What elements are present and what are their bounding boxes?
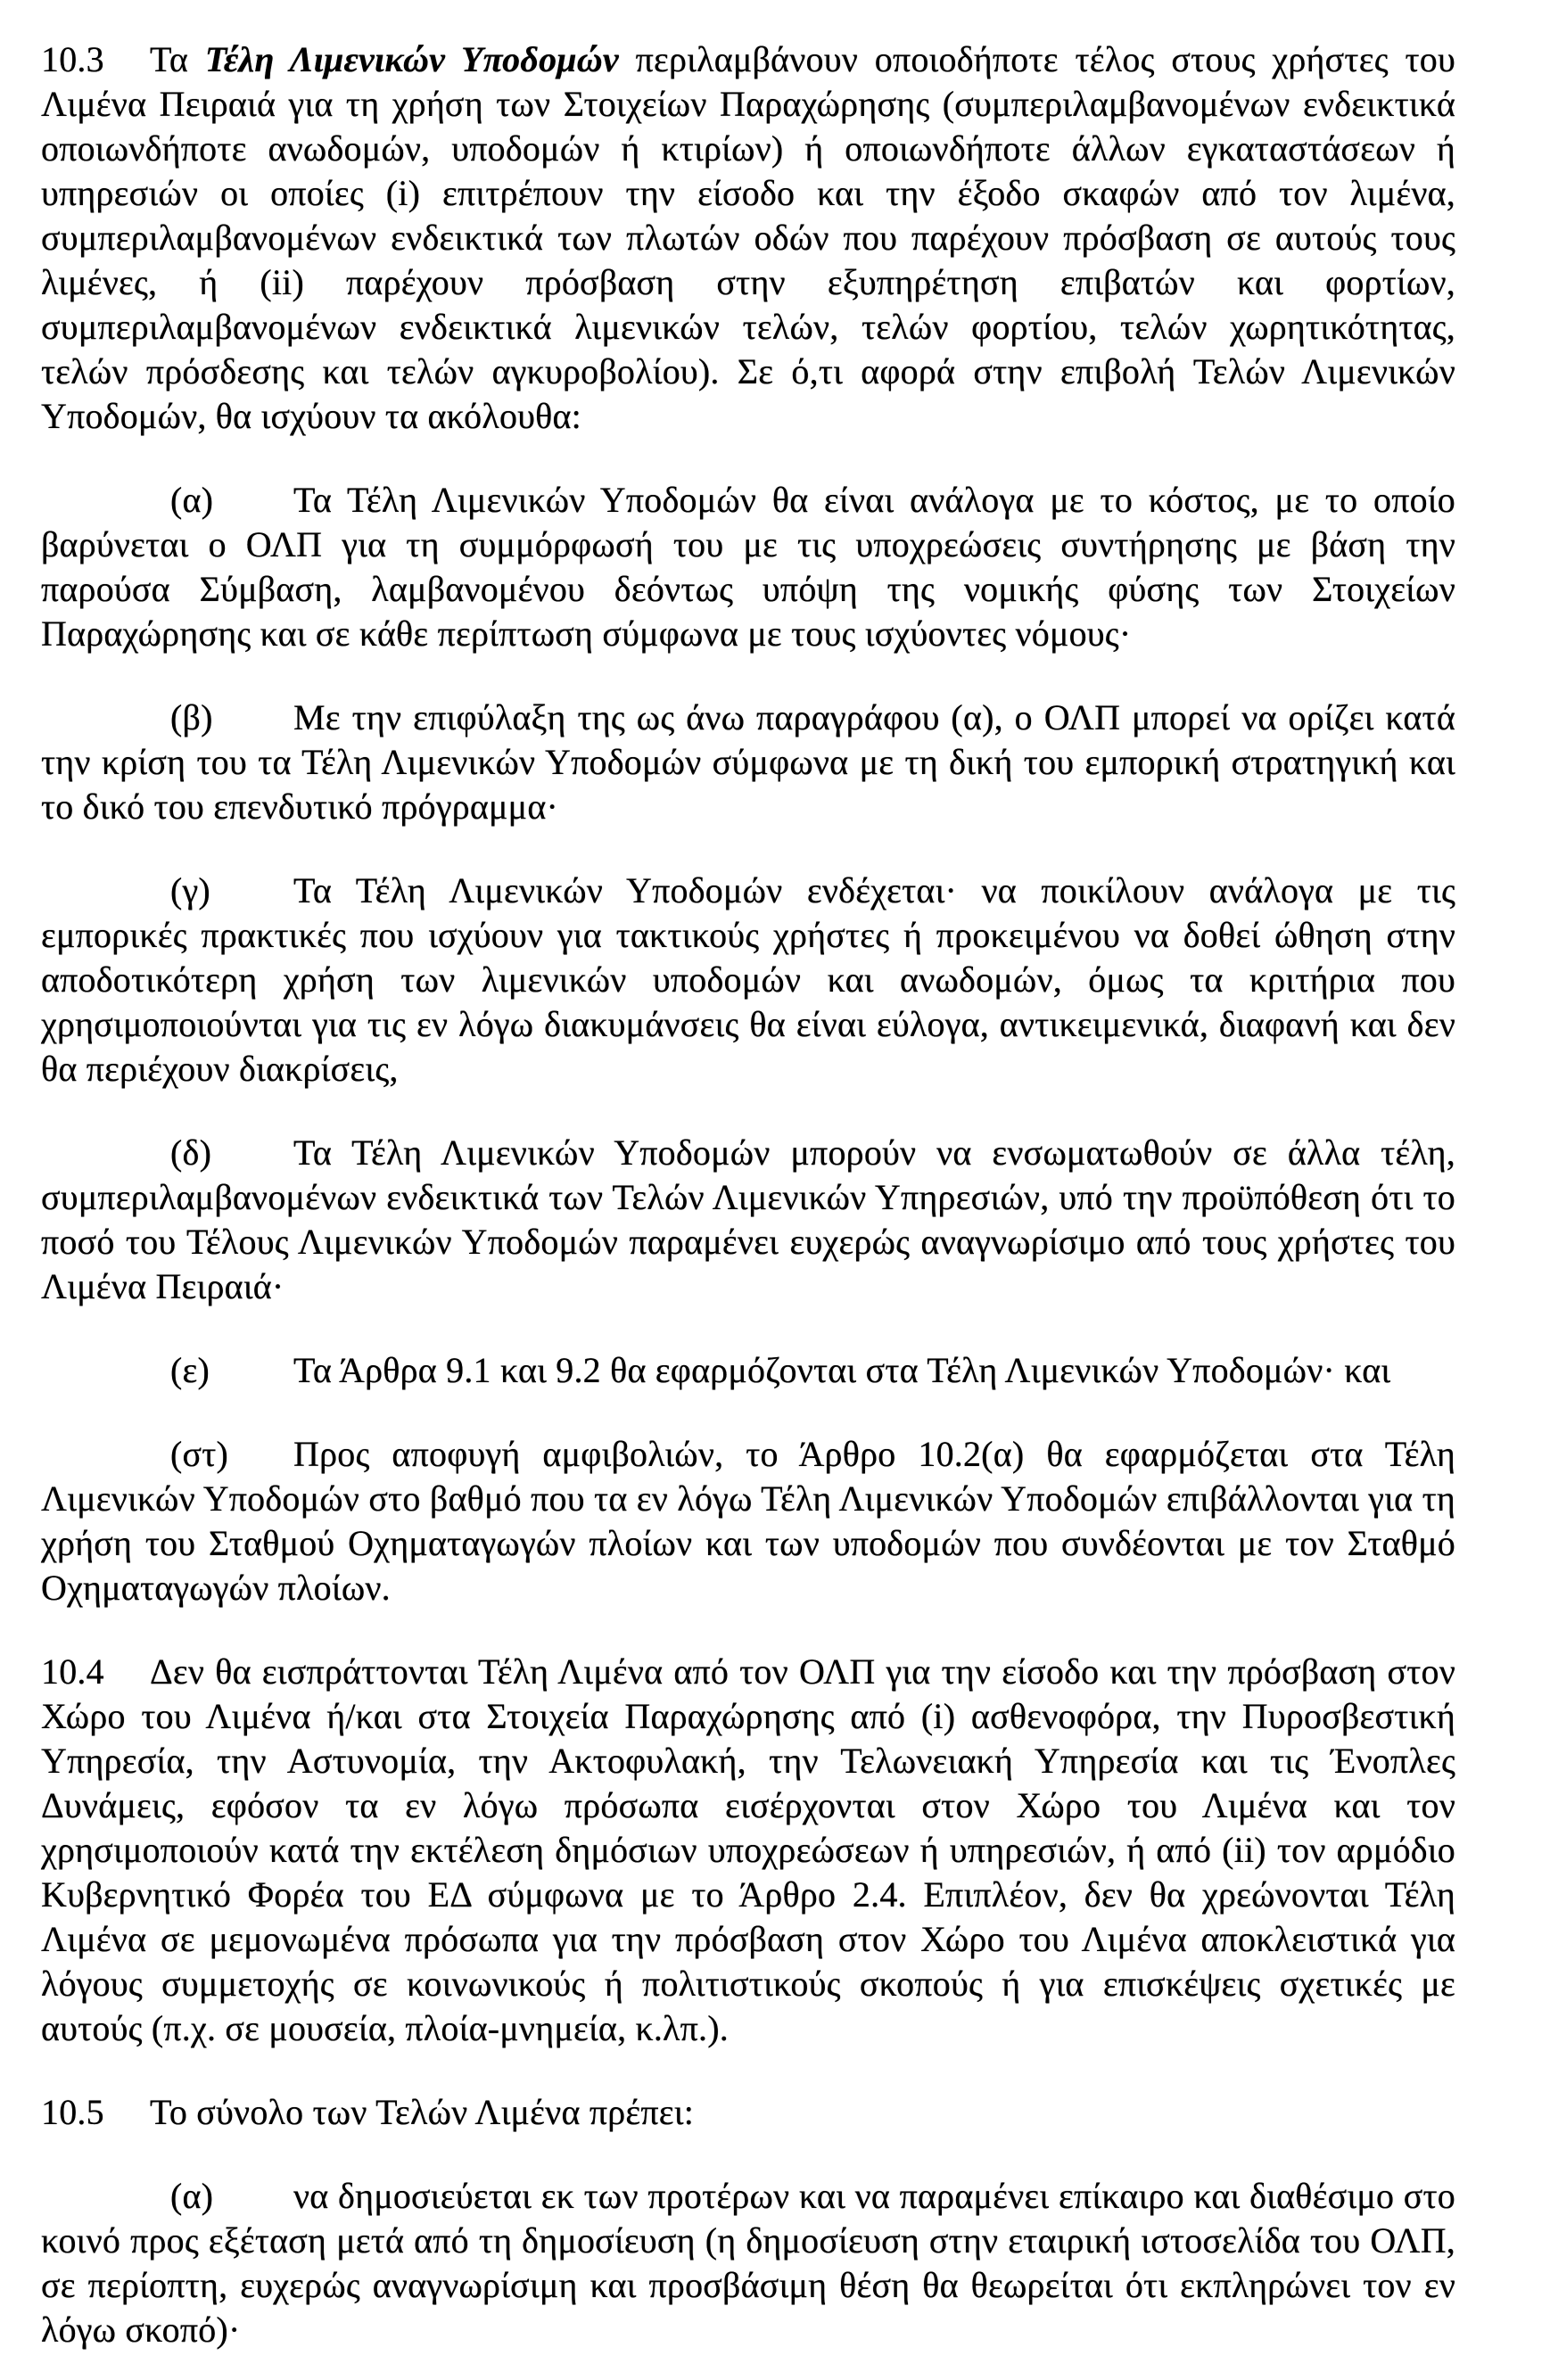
paragraph-text: Προς αποφυγή αμφιβολιών, το Άρθρο 10.2(α) θα εφαρμόζεται στα Τέλη Λιμενικών Υποδομών στο βαθμό που τα εν λόγω Τέλη Λιμενικών Υποδομών επιβάλλονται για τη χρήση του Σταθμού Οχηματαγωγών πλοίων και των υποδομών που συνδέονται με τον Σταθμό Οχηματαγωγών πλοίων. (41, 1434, 1455, 1608)
paragraph-text: Τα Τέλη Λιμενικών Υποδομών θα είναι ανάλογα με το κόστος, με το οποίο βαρύνεται ο ΟΛΠ για τη συμμόρφωσή του με τις υποχρεώσεις συντήρησης με βάση την παρούσα Σύμβαση, λαμβανομένου δεόντως υπόψη της νομικής φύσης των Στοιχείων Παραχώρησης και σε κάθε περίπτωση σύμφωνα με τους ισχύοντες νόμους· (41, 480, 1455, 654)
paragraph-text: Τα Τέλη Λιμενικών Υποδομών μπορούν να ενσωματωθούν σε άλλα τέλη, συμπεριλαμβανομένων ενδεικτικά των Τελών Λιμενικών Υπηρεσιών, υπό την προϋπόθεση ότι το ποσό του Τέλους Λιμενικών Υποδομών παραμένει ευχερώς αναγνωρίσιμο από τους χρήστες του Λιμένα Πειραιά· (41, 1132, 1455, 1306)
clause-marker: (γ) (170, 870, 210, 910)
clause-marker: (α) (170, 480, 214, 520)
document-body (41, 37, 1455, 2352)
clause-marker: (β) (170, 697, 213, 737)
clause-marker: (ε) (170, 1350, 210, 1390)
section-number: 10.5 (41, 2092, 104, 2132)
paragraph-text: Τα Άρθρα 9.1 και 9.2 θα εφαρμόζονται στα Τέλη Λιμενικών Υποδομών· και (293, 1350, 1391, 1390)
clause-paragraph (41, 1131, 1455, 1309)
clause-marker: (δ) (170, 1132, 212, 1173)
section-paragraph (41, 2090, 1455, 2135)
clause-paragraph (41, 1432, 1455, 1610)
paragraph-text: Τα (150, 39, 205, 79)
clause-paragraph (41, 2174, 1455, 2352)
clause-paragraph (41, 696, 1455, 829)
clause-paragraph (41, 869, 1455, 1091)
section-number: 10.3 (41, 39, 104, 79)
defined-term: Τέλη Λιμενικών Υποδομών (204, 39, 619, 79)
clause-marker: (στ) (170, 1434, 229, 1474)
section-number: 10.4 (41, 1651, 104, 1692)
paragraph-text: να δημοσιεύεται εκ των προτέρων και να παραμένει επίκαιρο και διαθέσιμο στο κοινό προς εξέταση μετά από τη δημοσίευση (η δημοσίευση στην εταιρική ιστοσελίδα του ΟΛΠ, σε περίοπτη, ευχερώς αναγνωρίσιμη και προσβάσιμη θέση θα θεωρείται ότι εκπληρώνει τον εν λόγω σκοπό)· (41, 2176, 1455, 2350)
clause-paragraph (41, 1348, 1455, 1393)
paragraph-text: Δεν θα εισπράττονται Τέλη Λιμένα από τον ΟΛΠ για την είσοδο και την πρόσβαση στον Χώρο του Λιμένα ή/και στα Στοιχεία Παραχώρησης από (i) ασθενοφόρα, την Πυροσβεστική Υπηρεσία, την Αστυνομία, την Ακτοφυλακή, την Τελωνειακή Υπηρεσία και τις Ένοπλες Δυνάμεις, εφόσον τα εν λόγω πρόσωπα εισέρχονται στον Χώρο του Λιμένα και τον χρησιμοποιούν κατά την εκτέλεση δημόσιων υποχρεώσεων ή υπηρεσιών, ή από (ii) τον αρμόδιο Κυβερνητικό Φορέα του ΕΔ σύμφωνα με το Άρθρο 2.4. Επιπλέον, δεν θα χρεώνονται Τέλη Λιμένα σε μεμονωμένα πρόσωπα για την πρόσβαση στον Χώρο του Λιμένα αποκλειστικά για λόγους συμμετοχής σε κοινωνικούς ή πολιτιστικούς σκοπούς ή για επισκέψεις σχετικές με αυτούς (π.χ. σε μουσεία, πλοία-μνημεία, κ.λπ.). (41, 1651, 1455, 2048)
paragraph-text: Το σύνολο των Τελών Λιμένα πρέπει: (150, 2092, 695, 2132)
paragraph-text: Τα Τέλη Λιμενικών Υποδομών ενδέχεται· να ποικίλουν ανάλογα με τις εμπορικές πρακτικές που ισχύουν για τακτικούς χρήστες ή προκειμένου να δοθεί ώθηση στην αποδοτικότερη χρήση των λιμενικών υποδομών και ανωδομών, όμως τα κριτήρια που χρησιμοποιούνται για τις εν λόγω διακυμάνσεις θα είναι εύλογα, αντικειμενικά, διαφανή και δεν θα περιέχουν διακρίσεις, (41, 870, 1455, 1089)
paragraph-text: περιλαμβάνουν οποιοδήποτε τέλος στους χρήστες του Λιμένα Πειραιά για τη χρήση των Στοιχείων Παραχώρησης (συμπεριλαμβανομένων ενδεικτικά οποιωνδήποτε ανωδομών, υποδομών ή κτιρίων) ή οποιωνδήποτε άλλων εγκαταστάσεων ή υπηρεσιών οι οποίες (i) επιτρέπουν την είσοδο και την έξοδο σκαφών από τον λιμένα, συμπεριλαμβανομένων ενδεικτικά των πλωτών οδών που παρέχουν πρόσβαση σε αυτούς τους λιμένες, ή (ii) παρέχουν πρόσβαση στην εξυπηρέτηση επιβατών και φορτίων, συμπεριλαμβανομένων ενδεικτικά λιμενικών τελών, τελών φορτίου, τελών χωρητικότητας, τελών πρόσδεσης και τελών αγκυροβολίου). Σε ό,τι αφορά στην επιβολή Τελών Λιμενικών Υποδομών, θα ισχύουν τα ακόλουθα: (41, 39, 1455, 436)
paragraph-text: Με την επιφύλαξη της ως άνω παραγράφου (α), ο ΟΛΠ μπορεί να ορίζει κατά την κρίση του τα Τέλη Λιμενικών Υποδομών σύμφωνα με τη δική του εμπορική στρατηγική και το δικό του επενδυτικό πρόγραμμα· (41, 697, 1455, 827)
section-paragraph (41, 1650, 1455, 2051)
section-paragraph (41, 37, 1455, 439)
clause-paragraph (41, 478, 1455, 656)
clause-marker: (α) (170, 2176, 214, 2216)
